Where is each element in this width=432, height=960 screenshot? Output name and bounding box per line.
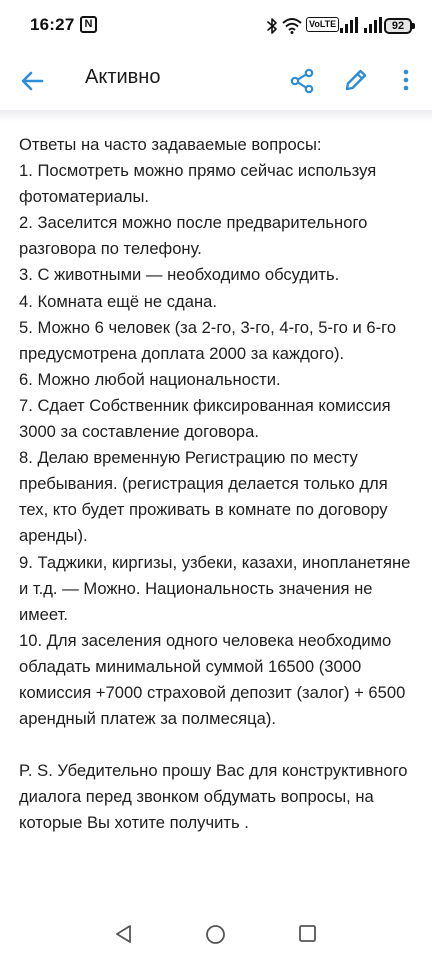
faq-item: 6. Можно любой национальности. (19, 369, 281, 389)
status-icons (266, 15, 406, 37)
faq-item: 5. Можно 6 человек (за 2-го, 3-го, 4-го, 5-го и 6-го предусмотрена доплата 2000 за каждого). (19, 317, 397, 363)
paragraph-spacer (19, 732, 414, 758)
signal-icon-2 (362, 17, 382, 33)
bluetooth-icon (266, 17, 278, 35)
back-arrow-icon[interactable] (20, 68, 46, 94)
postscript: P. S. Убедительно прошу Вас для конструктивного диалога перед звонком обдумать вопросы, на которые Вы хотите получить . (19, 761, 408, 833)
nfc-icon: N (80, 16, 97, 33)
home-circle-icon[interactable] (205, 924, 226, 945)
volte-badge: VoLTE (306, 17, 339, 32)
faq-item: 4. Комната ещё не сдана. (19, 291, 217, 311)
signal-icon (340, 17, 358, 33)
system-nav-bar (0, 910, 432, 960)
app-bar-shadow (0, 110, 432, 122)
recents-square-icon[interactable] (298, 924, 317, 943)
status-bar (0, 0, 432, 54)
faq-heading: Ответы на часто задаваемые вопросы: (19, 135, 322, 154)
status-time: 16:27 (30, 15, 75, 34)
faq-item: 8. Делаю временную Регистрацию по месту пребывания. (регистрация делается только для тех, кто будет проживать в комнате по договору аренды). (19, 448, 388, 546)
page-title: Активно (85, 66, 161, 88)
faq-item: 7. Сдает Собственник фиксированная комиссия 3000 за составление договора. (19, 395, 391, 442)
ad-description (19, 132, 414, 836)
faq-item: 1. Посмотреть можно прямо сейчас используя фотоматериалы. (19, 161, 377, 207)
faq-item: 2. Заселится можно после предварительного разговора по телефону. (19, 213, 368, 259)
app-bar (0, 54, 432, 110)
battery-icon: 92 (384, 18, 412, 34)
wifi-icon (282, 17, 302, 34)
more-vert-icon[interactable] (400, 67, 412, 93)
faq-item: 10. Для заселения одного человека необходимо обладать минимальной суммой 16500 (3000 комиссия +7000 страховой депозит (залог) + 6500 арендный платеж за полмесяца). (19, 630, 406, 729)
edit-pencil-icon[interactable] (343, 67, 369, 93)
back-triangle-icon[interactable] (114, 924, 134, 944)
faq-item: 9. Таджики, киргизы, узбеки, казахи, инопланетяне и т.д. — Можно. Национальность значения не имеет. (19, 552, 411, 624)
share-icon[interactable] (289, 68, 315, 94)
faq-item: 3. С животными — необходимо обсудить. (19, 265, 340, 285)
